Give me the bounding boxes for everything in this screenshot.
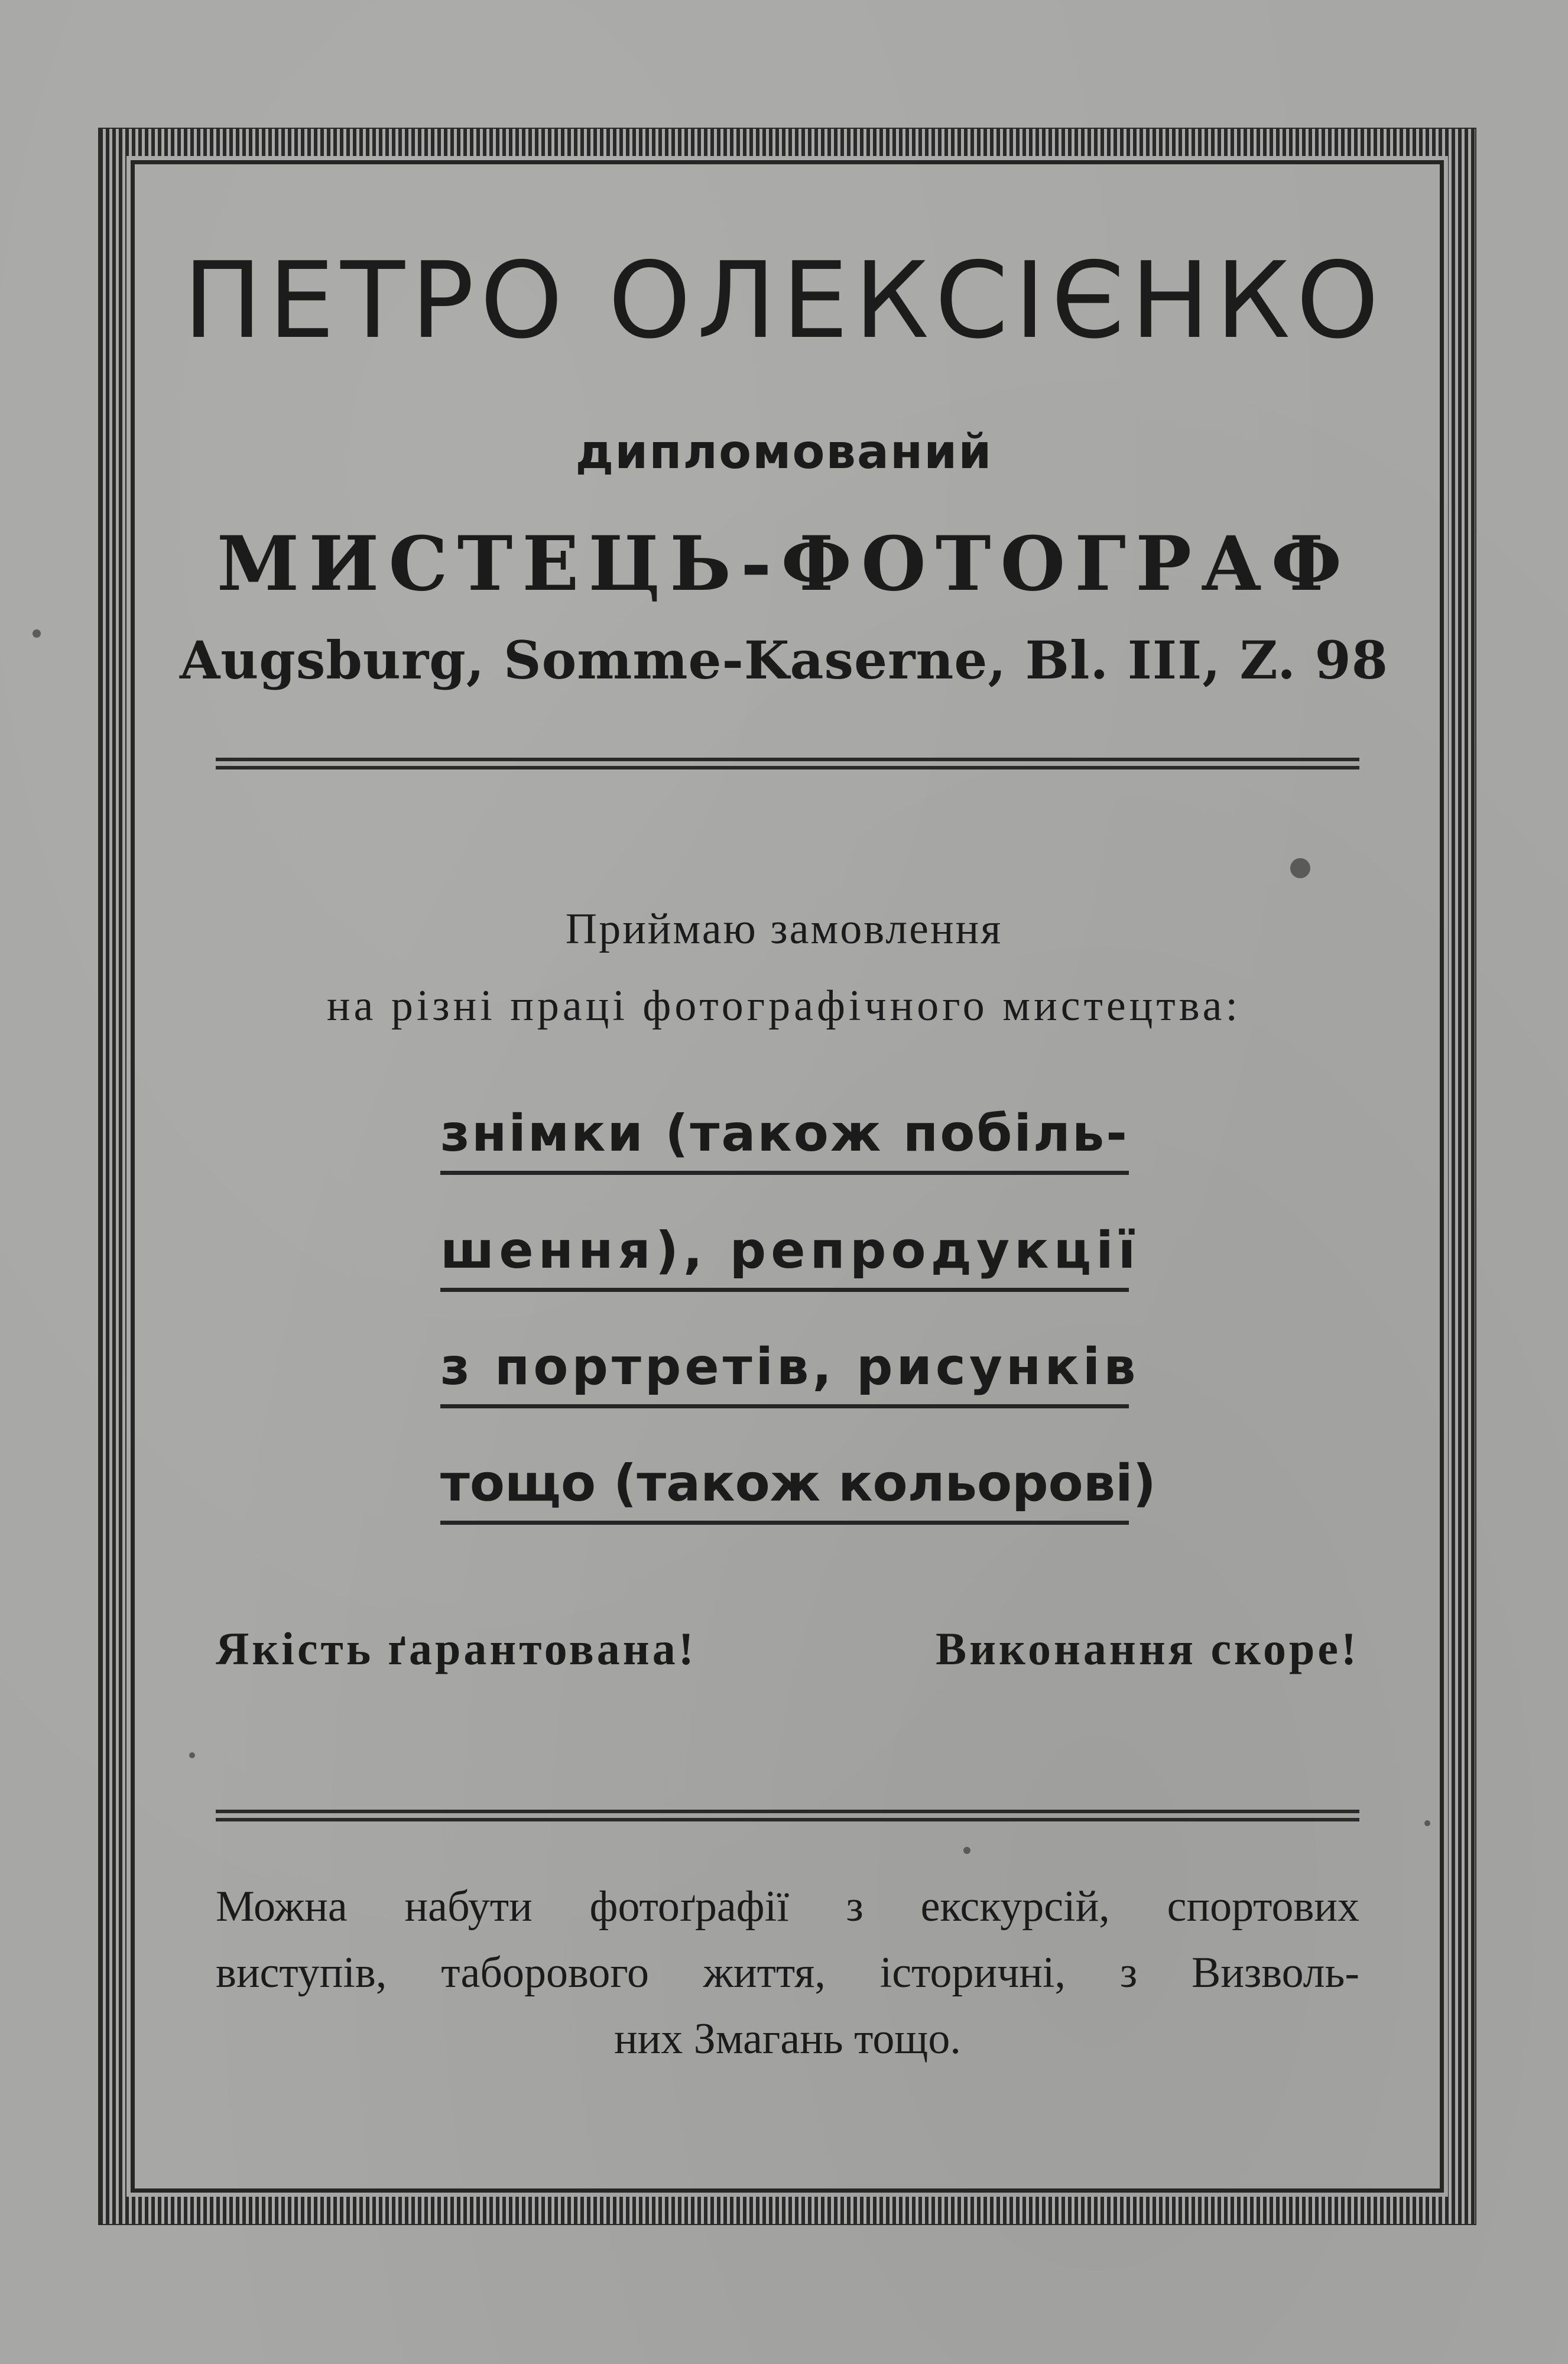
profession-title: МИСТЕЦЬ-ФОТОГРАФ — [216, 520, 1352, 608]
orders-intro-line-2: на різні праці фотографічного мистецтва: — [326, 982, 1242, 1030]
service-line-1: знімки (також побіль- — [440, 1098, 1129, 1175]
paper-speck — [189, 1752, 195, 1758]
footer-line-1: Можна набути фотоґрафії з екскурсій, спортових — [216, 1882, 1359, 1931]
quality-guarantee: Якість ґарантована! — [216, 1623, 697, 1674]
footer-line-2: виступів, таборового життя, історичні, з Визволь- — [216, 1949, 1359, 1997]
double-divider-top — [216, 758, 1359, 769]
paper-speck — [1290, 858, 1310, 878]
photographer-name: ПЕТРО ОЛЕКСІЄНКО — [183, 239, 1385, 362]
guarantees-row — [216, 1622, 1359, 1675]
orders-intro-line-1: Приймаю замовлення — [565, 905, 1003, 953]
studio-address: Augsburg, Somme-Kaserne, Bl. III, Z. 98 — [180, 629, 1388, 691]
paper-speck — [33, 629, 41, 638]
speed-guarantee: Виконання скоре! — [936, 1623, 1359, 1674]
paper-speck — [1424, 1820, 1430, 1826]
footer-line-3: них Змагань тощо. — [614, 2015, 961, 2063]
diploma-label: дипломований — [575, 424, 993, 479]
service-line-4: тощо (також кольорові) — [440, 1448, 1129, 1525]
service-line-2: шення), репродукції — [440, 1215, 1129, 1292]
service-line-3: з портретів, рисунків — [440, 1332, 1129, 1408]
double-divider-bottom — [216, 1810, 1359, 1821]
paper-speck — [963, 1847, 970, 1854]
